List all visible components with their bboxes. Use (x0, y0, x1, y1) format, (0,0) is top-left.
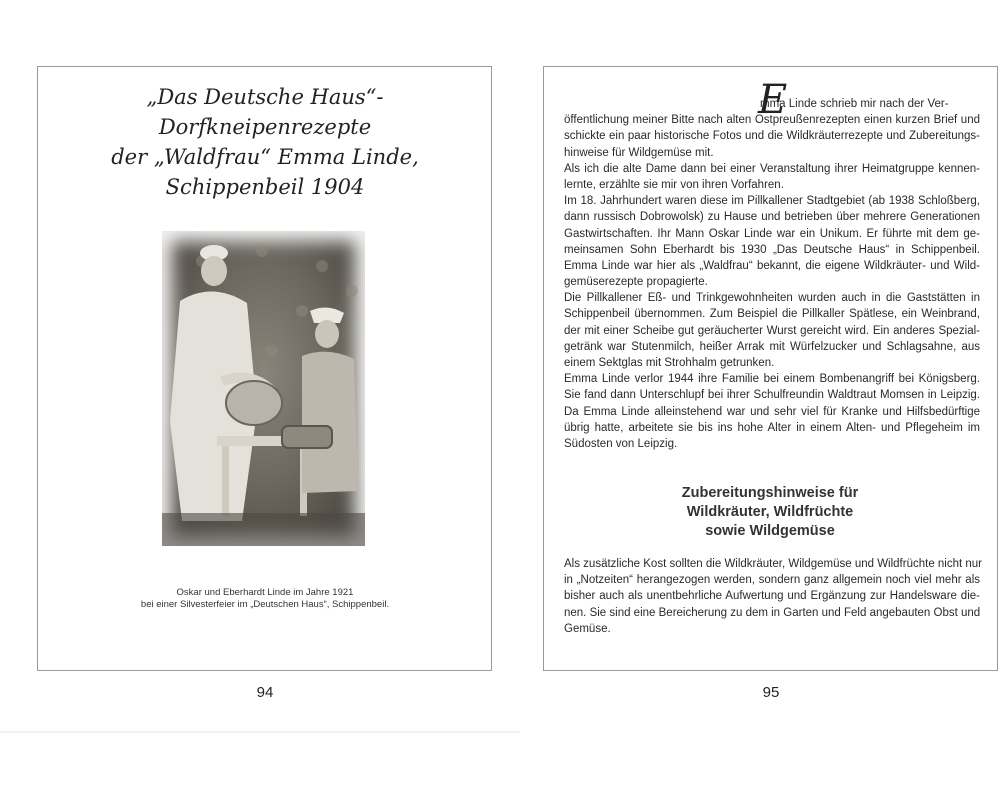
caption-line: bei einer Silvesterfeier im „Deutschen Haus“, Schippenbeil. (140, 599, 390, 610)
text-line: Emma Linde verlor 1944 ihre Familie bei einem Bombenangriff bei Königsberg. (564, 373, 980, 386)
caption-line: Oskar und Eberhardt Linde im Jahre 1921 (176, 587, 354, 598)
text-line: gemüserezepte propagierte. (564, 276, 708, 289)
text-line: Da Emma Linde alleinstehend war und sehr viel für Kranke und Hilfsbedürftige (564, 405, 980, 418)
text-line: Gemüse. (564, 622, 611, 635)
text-line: mma Linde schrieb mir nach der Ver- (760, 98, 949, 110)
text-line: meinsamen Sohn Eberhardt bis 1930 „Das Deutsche Haus“ in Schippenbeil. (564, 243, 980, 256)
text-line: Schippenbeil übernommen. Zum Beispiel die Pillkaller Spätlese, ein Weinbrand, (564, 308, 980, 321)
text-line: öffentlichung meiner Bitte nach alten Ostpreußenrezepten einen kurzen Brief und (564, 114, 980, 127)
section-heading (630, 484, 910, 541)
text-line: der mit einer Scheibe gut geräucherter Wurst gereicht wird. Ein anderes Spezial- (564, 324, 980, 337)
text-line: schickte ein paar historische Fotos und die Wildkräuterrezepte und Zubereitungs- (564, 130, 980, 143)
photo-caption (110, 587, 420, 611)
heading-line: Zubereitungshinweise für (681, 485, 859, 501)
text-line: nen. Sie sind eine Bereicherung zu dem in Garten und Feld angebauten Obst und (564, 606, 981, 619)
body-text (564, 96, 980, 452)
page-number: 94 (256, 684, 274, 701)
text-line: Als zusätzliche Kost sollten die Wildkräuter, Wildgemüse und Wildfrüchte nicht nur (564, 558, 983, 570)
page-title (60, 82, 470, 202)
text-line: einem Sektglas mit Strohhalm getrunken. (564, 357, 775, 369)
text-line: dann russisch Dobrowolsk) zu Hause und betrieben über mehrere Generationen (564, 211, 980, 224)
text-line: lernte, erzählte sie mir von ihren Vorfahren. (564, 178, 784, 191)
historic-photo (162, 231, 365, 546)
text-line: Im 18. Jahrhundert waren diese im Pillkallener Stadtgebiet (ab 1938 Schloßberg, (564, 195, 980, 208)
text-line: getränk war Stutenmilch, heißer Arrak mit Würfelzucker und Schlagsahne, aus (564, 340, 980, 353)
title-line: Dorfkneipenrezepte (158, 115, 372, 139)
text-line: Als ich die alte Dame dann bei einer Veranstaltung ihrer Heimatgruppe kennen- (564, 162, 980, 175)
heading-line: Wildkräuter, Wildfrüchte (686, 504, 854, 520)
text-line: Die Pillkallener Eß- und Trinkgewohnheiten wurden auch in die Gaststätten in (564, 292, 980, 305)
text-line: Südosten von Leipzig. (564, 437, 678, 450)
page-number: 95 (762, 684, 780, 701)
text-line: übrig hatte, arbeitete sie bis ins hohe Alter in einem Alten- und Pflegeheim im (564, 421, 980, 434)
text-line: Sie fand dann Unterschlupf bei ihrer Schulfreundin Waldtraut Momsen in Leipzig. (564, 389, 980, 402)
text-line: bisher auch als unentbehrliche Aufwertung und Ergänzung zur Handelsware die- (564, 590, 980, 603)
divider (0, 731, 520, 733)
title-line: Schippenbeil 1904 (165, 175, 365, 199)
title-line: der „Waldfrau“ Emma Linde, (111, 145, 419, 169)
text-line: Gastwirtschaften. Ihr Mann Oskar Linde war ein Unikum. Er führte mit dem ge- (564, 227, 980, 240)
title-line: „Das Deutsche Haus“- (146, 85, 384, 109)
section-body-text (564, 556, 983, 637)
drop-cap: E (758, 77, 788, 123)
heading-line: sowie Wildgemüse (705, 523, 835, 539)
text-line: in „Notzeiten“ herangezogen werden, sondern ganz allgemein noch viel mehr als (564, 574, 980, 587)
text-line: hinweise für Wildgemüse mit. (564, 146, 714, 159)
text-line: Emma Linde war hier als „Waldfrau“ bekannt, die eigene Wildkräuter- und Wild- (564, 259, 980, 272)
